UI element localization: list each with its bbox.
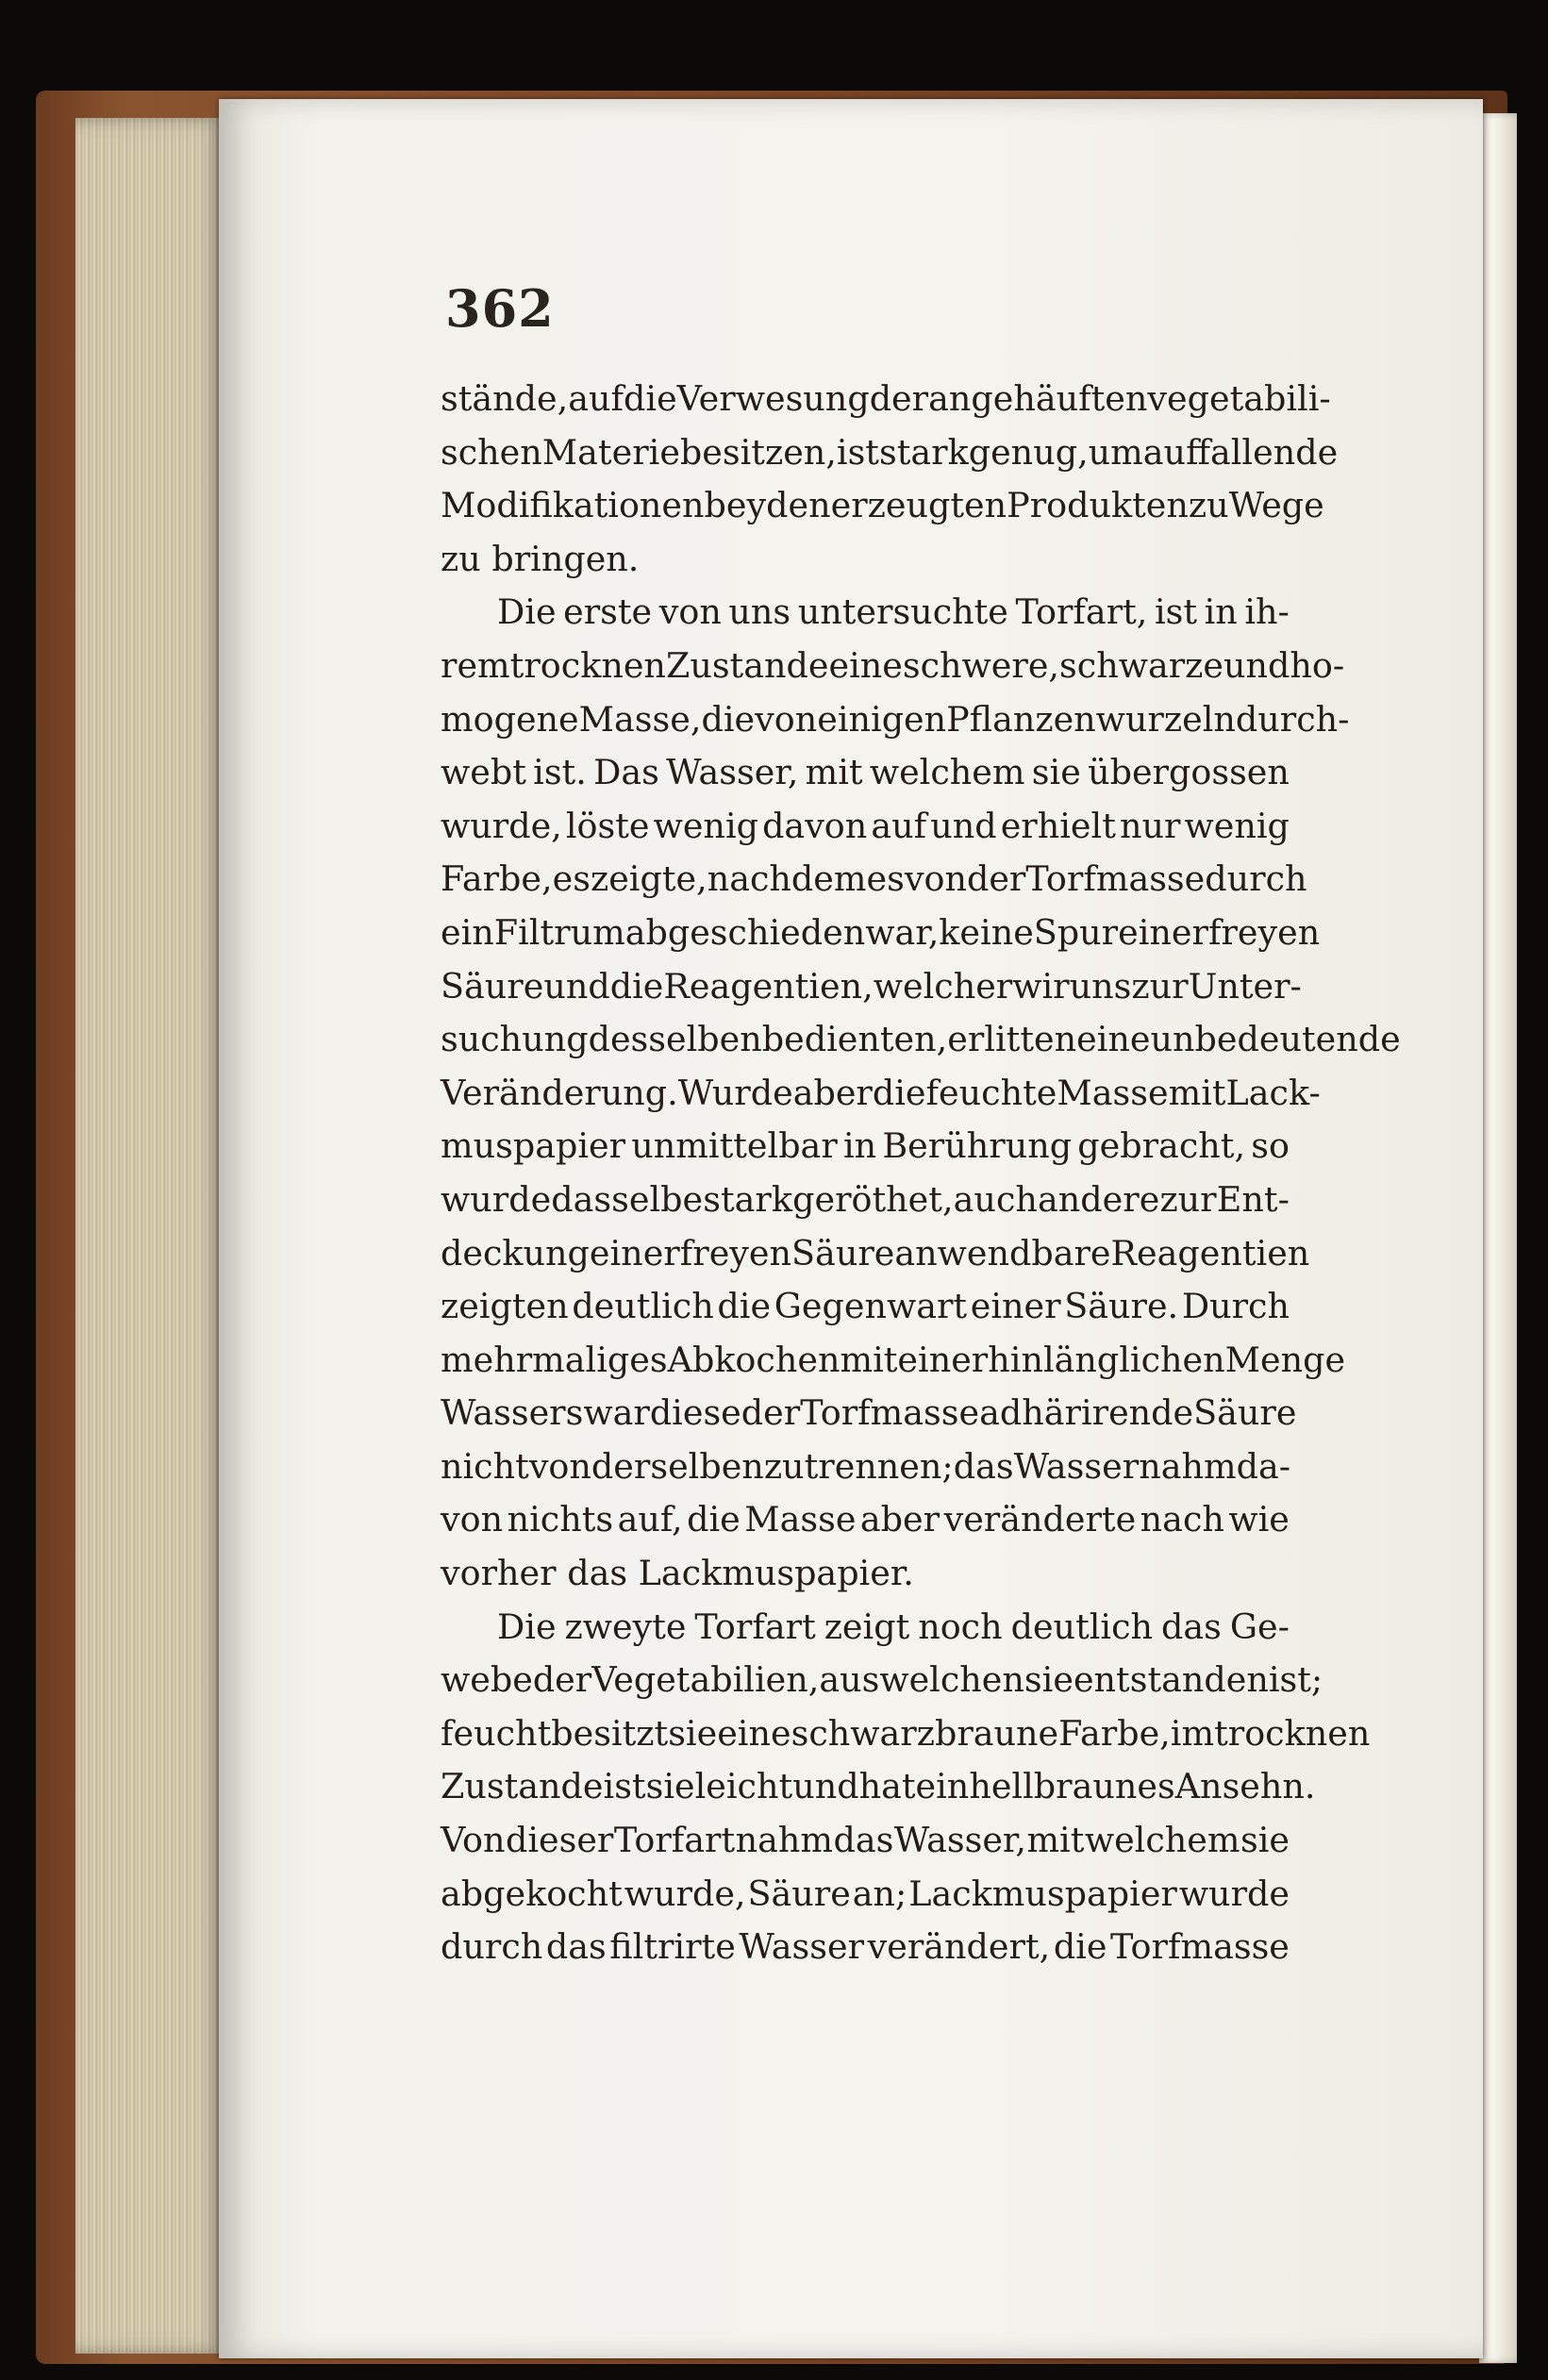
text-line: Die zweyte Torfart zeigt noch deutlich das Ge- (497, 1606, 1290, 1647)
text-line: feucht besitzt sie eine schwarzbraune Farbe, im trocknen (441, 1712, 1371, 1754)
text-line: zeigten deutlich die Gegenwart einer Säure. Durch (441, 1286, 1290, 1327)
text-line: ein Filtrum abgeschieden war, keine Spur einer freyen (441, 911, 1321, 953)
text-line: deckung einer freyen Säure anwendbare Reagentien (441, 1232, 1310, 1273)
text-line: wurde dasselbe stark geröthet, auch andere zur Ent- (441, 1178, 1290, 1220)
book-page (219, 99, 1483, 2358)
page-edges (75, 118, 226, 2354)
facing-page-edge (1479, 113, 1517, 2363)
text-line: nicht von derselben zu trennen; das Wasser nahm da- (441, 1445, 1291, 1487)
text-line: webt ist. Das Wasser, mit welchem sie übergossen (441, 752, 1290, 793)
page-number: 362 (445, 278, 555, 339)
text-line: stände, auf die Verwesung der angehäuften vegetabili- (441, 378, 1331, 419)
text-line: Die erste von uns untersuchte Torfart, ist in ih- (497, 591, 1290, 633)
text-line: Farbe, es zeigte, nachdem es von der Torfmasse durch (441, 858, 1307, 900)
text-line: vorher das Lackmuspapier. (441, 1553, 914, 1594)
text-line: mogene Masse, die von einigen Pflanzenwurzeln durch- (441, 698, 1350, 740)
text-line: Modifikationen bey den erzeugten Produkten zu Wege (441, 485, 1324, 526)
text-line: Von dieser Torfart nahm das Wasser, mit welchem sie (441, 1820, 1290, 1861)
text-line: Zustande ist sie leicht und hat ein hellbraunes Ansehn. (441, 1766, 1316, 1807)
text-line: zu bringen. (441, 538, 640, 579)
text-line: Wassers war diese der Torfmasse adhärirende Säure (441, 1392, 1297, 1434)
text-line: mehrmaliges Abkochen mit einer hinlänglichen Menge (441, 1339, 1346, 1380)
text-line: durch das filtrirte Wasser verändert, die Torfmasse (441, 1926, 1290, 1968)
text-line: von nichts auf, die Masse aber veränderte nach wie (441, 1499, 1290, 1540)
text-line: rem trocknen Zustande eine schwere, schwarze und ho- (441, 644, 1345, 686)
text-line: muspapier unmittelbar in Berührung gebracht, so (441, 1125, 1290, 1167)
body-text (441, 373, 1401, 1974)
text-line: suchung desselben bedienten, erlitten eine unbedeutende (441, 1019, 1401, 1060)
text-line: wurde, löste wenig davon auf und erhielt nur wenig (441, 805, 1290, 846)
text-line: webe der Vegetabilien, aus welchen sie entstanden ist; (441, 1659, 1323, 1701)
text-line: Säure und die Reagentien, welcher wir uns zur Unter- (441, 965, 1302, 1007)
text-line: abgekocht wurde, Säure an; Lackmuspapier wurde (441, 1872, 1290, 1914)
text-line: Veränderung. Wurde aber die feuchte Masse mit Lack- (441, 1072, 1321, 1113)
text-line: schen Materie besitzen, ist stark genug, um auffallende (441, 431, 1339, 473)
